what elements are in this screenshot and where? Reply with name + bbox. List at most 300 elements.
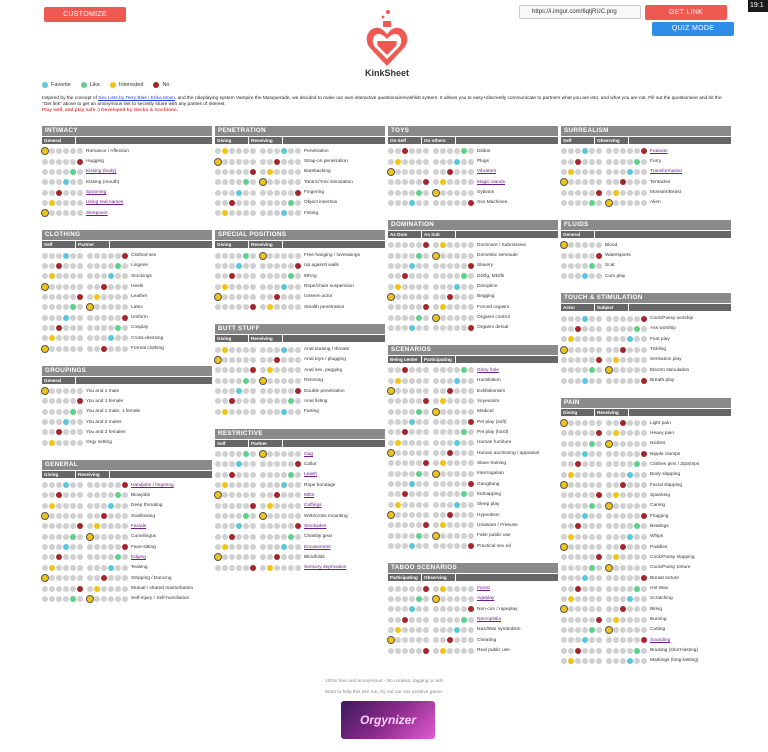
choice-circle[interactable] — [620, 461, 626, 467]
choice-circle[interactable] — [440, 190, 446, 196]
choice-circle[interactable] — [416, 450, 422, 456]
choice-circle[interactable] — [77, 492, 83, 498]
choice-circle[interactable] — [395, 502, 401, 508]
choice-circle[interactable] — [388, 253, 394, 259]
choice-circle[interactable] — [260, 409, 266, 415]
choice-circle[interactable] — [575, 242, 581, 248]
choice-circle[interactable] — [606, 441, 612, 447]
choice-circle[interactable] — [229, 148, 235, 154]
choice-circle[interactable] — [222, 503, 228, 509]
choice-circle[interactable] — [281, 357, 287, 363]
choice-circle[interactable] — [288, 523, 294, 529]
choice-circle[interactable] — [582, 451, 588, 457]
choice-circle[interactable] — [388, 200, 394, 206]
choice-circle[interactable] — [634, 430, 640, 436]
choice-circle[interactable] — [433, 471, 439, 477]
choice-circle[interactable] — [222, 304, 228, 310]
choice-circle[interactable] — [395, 315, 401, 321]
choice-circle[interactable] — [70, 565, 76, 571]
choice-circle[interactable] — [236, 523, 242, 529]
choice-circle[interactable] — [416, 460, 422, 466]
choice-circle[interactable] — [627, 430, 633, 436]
choice-circle[interactable] — [575, 534, 581, 540]
choice-circle[interactable] — [634, 523, 640, 529]
kink-label[interactable]: Handjobs / fingering — [131, 482, 174, 488]
choice-circle[interactable] — [274, 294, 280, 300]
choice-circle[interactable] — [388, 273, 394, 279]
choice-circle[interactable] — [49, 482, 55, 488]
choice-circle[interactable] — [236, 388, 242, 394]
choice-circle[interactable] — [447, 398, 453, 404]
choice-circle[interactable] — [402, 294, 408, 300]
choice-circle[interactable] — [402, 533, 408, 539]
choice-circle[interactable] — [582, 472, 588, 478]
choice-circle[interactable] — [288, 472, 294, 478]
choice-circle[interactable] — [108, 253, 114, 259]
choice-circle[interactable] — [63, 190, 69, 196]
choice-circle[interactable] — [440, 429, 446, 435]
choice-circle[interactable] — [49, 565, 55, 571]
choice-circle[interactable] — [627, 378, 633, 384]
choice-circle[interactable] — [568, 606, 574, 612]
choice-circle[interactable] — [634, 461, 640, 467]
choice-circle[interactable] — [454, 606, 460, 612]
kink-label[interactable]: Glory hole — [477, 367, 499, 373]
choice-circle[interactable] — [575, 513, 581, 519]
choice-circle[interactable] — [568, 513, 574, 519]
choice-circle[interactable] — [388, 304, 394, 310]
choice-circle[interactable] — [440, 148, 446, 154]
choice-circle[interactable] — [94, 554, 100, 560]
choice-circle[interactable] — [613, 482, 619, 488]
choice-circle[interactable] — [596, 523, 602, 529]
choice-circle[interactable] — [454, 179, 460, 185]
choice-circle[interactable] — [620, 617, 626, 623]
choice-circle[interactable] — [49, 544, 55, 550]
choice-circle[interactable] — [288, 263, 294, 269]
choice-circle[interactable] — [101, 513, 107, 519]
choice-circle[interactable] — [395, 491, 401, 497]
choice-circle[interactable] — [589, 347, 595, 353]
choice-circle[interactable] — [395, 169, 401, 175]
choice-circle[interactable] — [236, 357, 242, 363]
choice-circle[interactable] — [94, 513, 100, 519]
choice-circle[interactable] — [243, 304, 249, 310]
choice-circle[interactable] — [388, 169, 394, 175]
choice-circle[interactable] — [423, 648, 429, 654]
choice-circle[interactable] — [56, 534, 62, 540]
choice-circle[interactable] — [260, 398, 266, 404]
choice-circle[interactable] — [243, 472, 249, 478]
choice-circle[interactable] — [613, 575, 619, 581]
choice-circle[interactable] — [222, 472, 228, 478]
choice-circle[interactable] — [94, 315, 100, 321]
choice-circle[interactable] — [222, 513, 228, 519]
choice-circle[interactable] — [568, 179, 574, 185]
choice-circle[interactable] — [229, 503, 235, 509]
choice-circle[interactable] — [461, 471, 467, 477]
choice-circle[interactable] — [561, 420, 567, 426]
choice-circle[interactable] — [56, 575, 62, 581]
choice-circle[interactable] — [63, 263, 69, 269]
choice-circle[interactable] — [620, 200, 626, 206]
choice-circle[interactable] — [115, 284, 121, 290]
choice-circle[interactable] — [627, 420, 633, 426]
choice-circle[interactable] — [70, 523, 76, 529]
choice-circle[interactable] — [87, 294, 93, 300]
choice-circle[interactable] — [236, 513, 242, 519]
choice-circle[interactable] — [222, 482, 228, 488]
choice-circle[interactable] — [402, 148, 408, 154]
choice-circle[interactable] — [108, 586, 114, 592]
choice-circle[interactable] — [423, 325, 429, 331]
choice-circle[interactable] — [281, 273, 287, 279]
choice-circle[interactable] — [42, 586, 48, 592]
choice-circle[interactable] — [402, 263, 408, 269]
choice-circle[interactable] — [620, 420, 626, 426]
choice-circle[interactable] — [222, 544, 228, 550]
choice-circle[interactable] — [423, 367, 429, 373]
choice-circle[interactable] — [42, 544, 48, 550]
choice-circle[interactable] — [596, 441, 602, 447]
choice-circle[interactable] — [613, 148, 619, 154]
choice-circle[interactable] — [115, 273, 121, 279]
choice-circle[interactable] — [267, 273, 273, 279]
choice-circle[interactable] — [454, 398, 460, 404]
choice-circle[interactable] — [447, 148, 453, 154]
choice-circle[interactable] — [215, 210, 221, 216]
choice-circle[interactable] — [589, 200, 595, 206]
choice-circle[interactable] — [260, 304, 266, 310]
choice-circle[interactable] — [606, 347, 612, 353]
choice-circle[interactable] — [613, 336, 619, 342]
choice-circle[interactable] — [236, 534, 242, 540]
choice-circle[interactable] — [582, 658, 588, 664]
choice-circle[interactable] — [423, 242, 429, 248]
choice-circle[interactable] — [70, 263, 76, 269]
choice-circle[interactable] — [87, 554, 93, 560]
choice-circle[interactable] — [222, 273, 228, 279]
choice-circle[interactable] — [568, 347, 574, 353]
choice-circle[interactable] — [582, 627, 588, 633]
choice-circle[interactable] — [461, 648, 467, 654]
choice-circle[interactable] — [627, 627, 633, 633]
choice-circle[interactable] — [620, 523, 626, 529]
choice-circle[interactable] — [589, 190, 595, 196]
choice-circle[interactable] — [606, 492, 612, 498]
choice-circle[interactable] — [288, 544, 294, 550]
choice-circle[interactable] — [596, 606, 602, 612]
choice-circle[interactable] — [87, 523, 93, 529]
choice-circle[interactable] — [409, 304, 415, 310]
choice-circle[interactable] — [222, 461, 228, 467]
choice-circle[interactable] — [56, 596, 62, 602]
choice-circle[interactable] — [596, 565, 602, 571]
choice-circle[interactable] — [613, 596, 619, 602]
choice-circle[interactable] — [274, 273, 280, 279]
choice-circle[interactable] — [447, 627, 453, 633]
choice-circle[interactable] — [236, 159, 242, 165]
choice-circle[interactable] — [260, 357, 266, 363]
choice-circle[interactable] — [267, 554, 273, 560]
choice-circle[interactable] — [402, 522, 408, 528]
choice-circle[interactable] — [634, 513, 640, 519]
choice-circle[interactable] — [568, 658, 574, 664]
choice-circle[interactable] — [236, 294, 242, 300]
choice-circle[interactable] — [215, 534, 221, 540]
choice-circle[interactable] — [108, 503, 114, 509]
choice-circle[interactable] — [395, 159, 401, 165]
choice-circle[interactable] — [94, 284, 100, 290]
choice-circle[interactable] — [423, 409, 429, 415]
choice-circle[interactable] — [634, 503, 640, 509]
choice-circle[interactable] — [447, 179, 453, 185]
choice-circle[interactable] — [606, 159, 612, 165]
choice-circle[interactable] — [568, 441, 574, 447]
choice-circle[interactable] — [281, 503, 287, 509]
choice-circle[interactable] — [620, 441, 626, 447]
choice-circle[interactable] — [409, 200, 415, 206]
choice-circle[interactable] — [70, 503, 76, 509]
choice-circle[interactable] — [229, 513, 235, 519]
choice-circle[interactable] — [56, 492, 62, 498]
choice-circle[interactable] — [42, 169, 48, 175]
choice-circle[interactable] — [70, 148, 76, 154]
choice-circle[interactable] — [388, 471, 394, 477]
choice-circle[interactable] — [461, 294, 467, 300]
choice-circle[interactable] — [409, 460, 415, 466]
choice-circle[interactable] — [561, 336, 567, 342]
choice-circle[interactable] — [568, 523, 574, 529]
choice-circle[interactable] — [101, 575, 107, 581]
choice-circle[interactable] — [440, 586, 446, 592]
choice-circle[interactable] — [108, 575, 114, 581]
choice-circle[interactable] — [108, 554, 114, 560]
choice-circle[interactable] — [215, 357, 221, 363]
choice-circle[interactable] — [402, 273, 408, 279]
kink-label[interactable]: Leash — [304, 472, 318, 478]
choice-circle[interactable] — [568, 253, 574, 259]
choice-circle[interactable] — [236, 503, 242, 509]
choice-circle[interactable] — [596, 658, 602, 664]
choice-circle[interactable] — [423, 253, 429, 259]
choice-circle[interactable] — [447, 315, 453, 321]
choice-circle[interactable] — [87, 335, 93, 341]
choice-circle[interactable] — [568, 430, 574, 436]
choice-circle[interactable] — [596, 316, 602, 322]
choice-circle[interactable] — [613, 326, 619, 332]
choice-circle[interactable] — [274, 544, 280, 550]
choice-circle[interactable] — [260, 169, 266, 175]
choice-circle[interactable] — [561, 148, 567, 154]
choice-circle[interactable] — [433, 179, 439, 185]
choice-circle[interactable] — [606, 316, 612, 322]
choice-circle[interactable] — [288, 482, 294, 488]
kink-label[interactable]: Sleepover — [86, 210, 108, 216]
choice-circle[interactable] — [395, 398, 401, 404]
choice-circle[interactable] — [250, 347, 256, 353]
choice-circle[interactable] — [461, 398, 467, 404]
choice-circle[interactable] — [606, 326, 612, 332]
choice-circle[interactable] — [243, 190, 249, 196]
choice-circle[interactable] — [596, 472, 602, 478]
choice-circle[interactable] — [56, 273, 62, 279]
choice-circle[interactable] — [395, 596, 401, 602]
choice-circle[interactable] — [94, 586, 100, 592]
choice-circle[interactable] — [243, 159, 249, 165]
choice-circle[interactable] — [243, 273, 249, 279]
choice-circle[interactable] — [423, 617, 429, 623]
choice-circle[interactable] — [440, 398, 446, 404]
choice-circle[interactable] — [236, 492, 242, 498]
choice-circle[interactable] — [409, 648, 415, 654]
choice-circle[interactable] — [409, 596, 415, 602]
choice-circle[interactable] — [115, 263, 121, 269]
choice-circle[interactable] — [627, 159, 633, 165]
choice-circle[interactable] — [288, 304, 294, 310]
choice-circle[interactable] — [101, 325, 107, 331]
choice-circle[interactable] — [288, 388, 294, 394]
choice-circle[interactable] — [236, 554, 242, 560]
choice-circle[interactable] — [281, 210, 287, 216]
choice-circle[interactable] — [274, 409, 280, 415]
choice-circle[interactable] — [620, 326, 626, 332]
choice-circle[interactable] — [395, 294, 401, 300]
choice-circle[interactable] — [613, 648, 619, 654]
choice-circle[interactable] — [596, 586, 602, 592]
choice-circle[interactable] — [87, 575, 93, 581]
choice-circle[interactable] — [402, 304, 408, 310]
choice-circle[interactable] — [416, 512, 422, 518]
choice-circle[interactable] — [56, 179, 62, 185]
choice-circle[interactable] — [461, 450, 467, 456]
choice-circle[interactable] — [63, 429, 69, 435]
choice-circle[interactable] — [568, 242, 574, 248]
choice-circle[interactable] — [281, 513, 287, 519]
choice-circle[interactable] — [409, 512, 415, 518]
choice-circle[interactable] — [222, 554, 228, 560]
choice-circle[interactable] — [454, 627, 460, 633]
choice-circle[interactable] — [49, 492, 55, 498]
choice-circle[interactable] — [288, 357, 294, 363]
kink-label[interactable]: Ageplay — [477, 596, 495, 602]
choice-circle[interactable] — [409, 263, 415, 269]
choice-circle[interactable] — [461, 440, 467, 446]
choice-circle[interactable] — [115, 565, 121, 571]
choice-circle[interactable] — [243, 294, 249, 300]
choice-circle[interactable] — [589, 326, 595, 332]
choice-circle[interactable] — [94, 596, 100, 602]
choice-circle[interactable] — [215, 482, 221, 488]
choice-circle[interactable] — [229, 210, 235, 216]
choice-circle[interactable] — [222, 263, 228, 269]
choice-circle[interactable] — [70, 253, 76, 259]
choice-circle[interactable] — [388, 315, 394, 321]
choice-circle[interactable] — [589, 451, 595, 457]
choice-circle[interactable] — [627, 472, 633, 478]
choice-circle[interactable] — [267, 179, 273, 185]
choice-circle[interactable] — [416, 159, 422, 165]
choice-circle[interactable] — [596, 451, 602, 457]
choice-circle[interactable] — [416, 471, 422, 477]
choice-circle[interactable] — [250, 409, 256, 415]
choice-circle[interactable] — [260, 284, 266, 290]
choice-circle[interactable] — [222, 451, 228, 457]
choice-circle[interactable] — [63, 284, 69, 290]
choice-circle[interactable] — [42, 503, 48, 509]
choice-circle[interactable] — [423, 294, 429, 300]
choice-circle[interactable] — [575, 586, 581, 592]
choice-circle[interactable] — [94, 294, 100, 300]
choice-circle[interactable] — [250, 253, 256, 259]
choice-circle[interactable] — [402, 471, 408, 477]
choice-circle[interactable] — [56, 419, 62, 425]
choice-circle[interactable] — [274, 378, 280, 384]
choice-circle[interactable] — [222, 210, 228, 216]
choice-circle[interactable] — [568, 190, 574, 196]
choice-circle[interactable] — [409, 491, 415, 497]
choice-circle[interactable] — [94, 335, 100, 341]
choice-circle[interactable] — [627, 637, 633, 643]
choice-circle[interactable] — [402, 543, 408, 549]
choice-circle[interactable] — [395, 617, 401, 623]
choice-circle[interactable] — [42, 419, 48, 425]
choice-circle[interactable] — [440, 596, 446, 602]
choice-circle[interactable] — [108, 513, 114, 519]
choice-circle[interactable] — [250, 388, 256, 394]
choice-circle[interactable] — [575, 637, 581, 643]
choice-circle[interactable] — [561, 575, 567, 581]
choice-circle[interactable] — [288, 294, 294, 300]
choice-circle[interactable] — [77, 346, 83, 352]
choice-circle[interactable] — [423, 471, 429, 477]
choice-circle[interactable] — [243, 534, 249, 540]
choice-circle[interactable] — [596, 534, 602, 540]
choice-circle[interactable] — [94, 346, 100, 352]
choice-circle[interactable] — [243, 378, 249, 384]
choice-circle[interactable] — [416, 617, 422, 623]
choice-circle[interactable] — [634, 472, 640, 478]
choice-circle[interactable] — [606, 658, 612, 664]
choice-circle[interactable] — [440, 522, 446, 528]
choice-circle[interactable] — [63, 346, 69, 352]
choice-circle[interactable] — [101, 523, 107, 529]
choice-circle[interactable] — [454, 159, 460, 165]
choice-circle[interactable] — [77, 325, 83, 331]
choice-circle[interactable] — [288, 179, 294, 185]
choice-circle[interactable] — [447, 200, 453, 206]
choice-circle[interactable] — [582, 492, 588, 498]
choice-circle[interactable] — [56, 503, 62, 509]
choice-circle[interactable] — [395, 460, 401, 466]
choice-circle[interactable] — [70, 159, 76, 165]
choice-circle[interactable] — [461, 512, 467, 518]
choice-circle[interactable] — [243, 554, 249, 560]
choice-circle[interactable] — [222, 492, 228, 498]
choice-circle[interactable] — [596, 627, 602, 633]
kink-label[interactable]: Magic wands — [477, 179, 505, 185]
choice-circle[interactable] — [402, 325, 408, 331]
choice-circle[interactable] — [388, 637, 394, 643]
choice-circle[interactable] — [433, 648, 439, 654]
choice-circle[interactable] — [575, 482, 581, 488]
choice-circle[interactable] — [243, 523, 249, 529]
choice-circle[interactable] — [70, 482, 76, 488]
choice-circle[interactable] — [461, 325, 467, 331]
choice-circle[interactable] — [589, 513, 595, 519]
choice-circle[interactable] — [606, 627, 612, 633]
choice-circle[interactable] — [402, 440, 408, 446]
